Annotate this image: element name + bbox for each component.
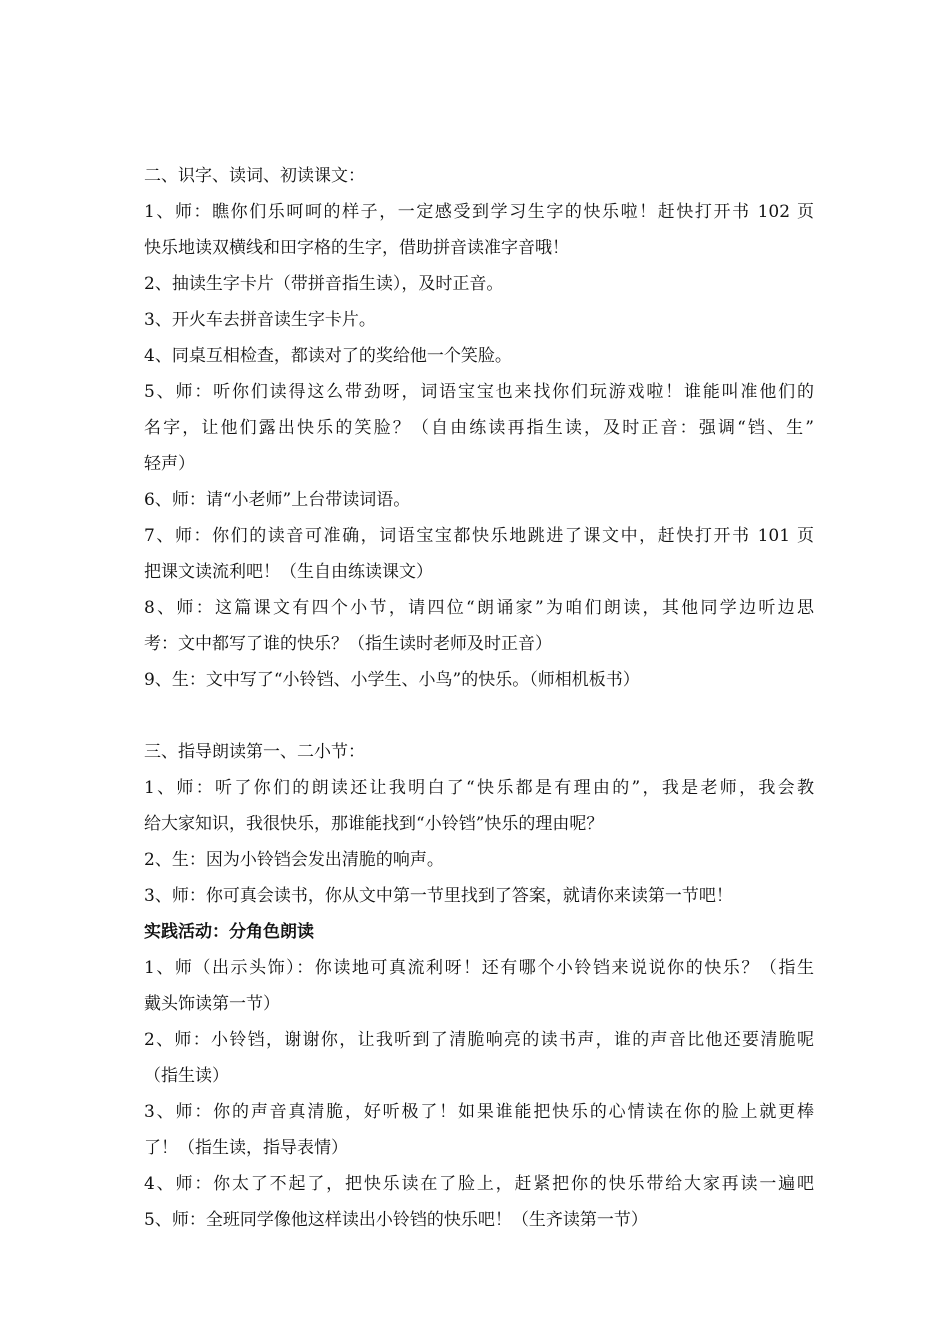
- paragraph-line: 给大家知识，我很快乐，那谁能找到“小铃铛”快乐的理由呢？: [144, 814, 604, 834]
- paragraph-line: 2、抽读生字卡片（带拼音指生读），及时正音。: [144, 274, 504, 294]
- section-heading-3: 三、指导朗读第一、二小节：: [144, 742, 365, 762]
- paragraph-line: （指生读）: [144, 1066, 229, 1086]
- paragraph-line: 1、师：听了你们的朗读还让我明白了“快乐都是有理由的”，我是老师，我会教: [144, 778, 814, 798]
- paragraph-line: 3、开火车去拼音读生字卡片。: [144, 310, 376, 330]
- activity-heading: 实践活动：分角色朗读: [144, 922, 314, 942]
- document-page: [144, 158, 814, 1238]
- paragraph-line: 2、师：小铃铛，谢谢你，让我听到了清脆响亮的读书声，谁的声音比他还要清脆呢: [144, 1030, 814, 1050]
- paragraph-line: 考：文中都写了谁的快乐？（指生读时老师及时正音）: [144, 634, 552, 654]
- paragraph-line: 8、师：这篇课文有四个小节，请四位“朗诵家”为咱们朗读，其他同学边听边思: [144, 598, 814, 618]
- paragraph-line: 4、师：你太了不起了，把快乐读在了脸上，赶紧把你的快乐带给大家再读一遍吧: [144, 1174, 814, 1194]
- paragraph-line: 戴头饰读第一节）: [144, 994, 280, 1014]
- paragraph-line: 轻声）: [144, 454, 195, 474]
- paragraph-line: 把课文读流利吧！（生自由练读课文）: [144, 562, 433, 582]
- paragraph-line: 3、师：你可真会读书，你从文中第一节里找到了答案，就请你来读第一节吧！: [144, 886, 733, 906]
- paragraph-line: 7、师：你们的读音可准确，词语宝宝都快乐地跳进了课文中，赶快打开书 101 页: [144, 526, 814, 546]
- paragraph-line: 2、生：因为小铃铛会发出清脆的响声。: [144, 850, 444, 870]
- paragraph-line: 1、师（出示头饰）：你读地可真流利呀！还有哪个小铃铛来说说你的快乐？（指生: [144, 958, 814, 978]
- paragraph-line: 9、生：文中写了“小铃铛、小学生、小鸟”的快乐。（师相机板书）: [144, 670, 640, 690]
- paragraph-line: 5、师：听你们读得这么带劲呀，词语宝宝也来找你们玩游戏啦！谁能叫准他们的: [144, 382, 814, 402]
- paragraph-line: 5、师：全班同学像他这样读出小铃铛的快乐吧！（生齐读第一节）: [144, 1210, 648, 1230]
- paragraph-line: 了！（指生读，指导表情）: [144, 1138, 348, 1158]
- paragraph-line: 快乐地读双横线和田字格的生字，借助拼音读准字音哦！: [144, 238, 569, 258]
- paragraph-line: 4、同桌互相检查，都读对了的奖给他一个笑脸。: [144, 346, 512, 366]
- blank-line: [144, 698, 814, 734]
- paragraph-line: 3、师：你的声音真清脆，好听极了！如果谁能把快乐的心情读在你的脸上就更棒: [144, 1102, 814, 1122]
- paragraph-line: 6、师：请“小老师”上台带读词语。: [144, 490, 411, 510]
- paragraph-line: 名字，让他们露出快乐的笑脸？（自由练读再指生读，及时正音：强调“铛、生”: [144, 418, 814, 438]
- section-heading-2: 二、识字、读词、初读课文：: [144, 166, 365, 186]
- paragraph-line: 1、师：瞧你们乐呵呵的样子，一定感受到学习生字的快乐啦！赶快打开书 102 页: [144, 202, 814, 222]
